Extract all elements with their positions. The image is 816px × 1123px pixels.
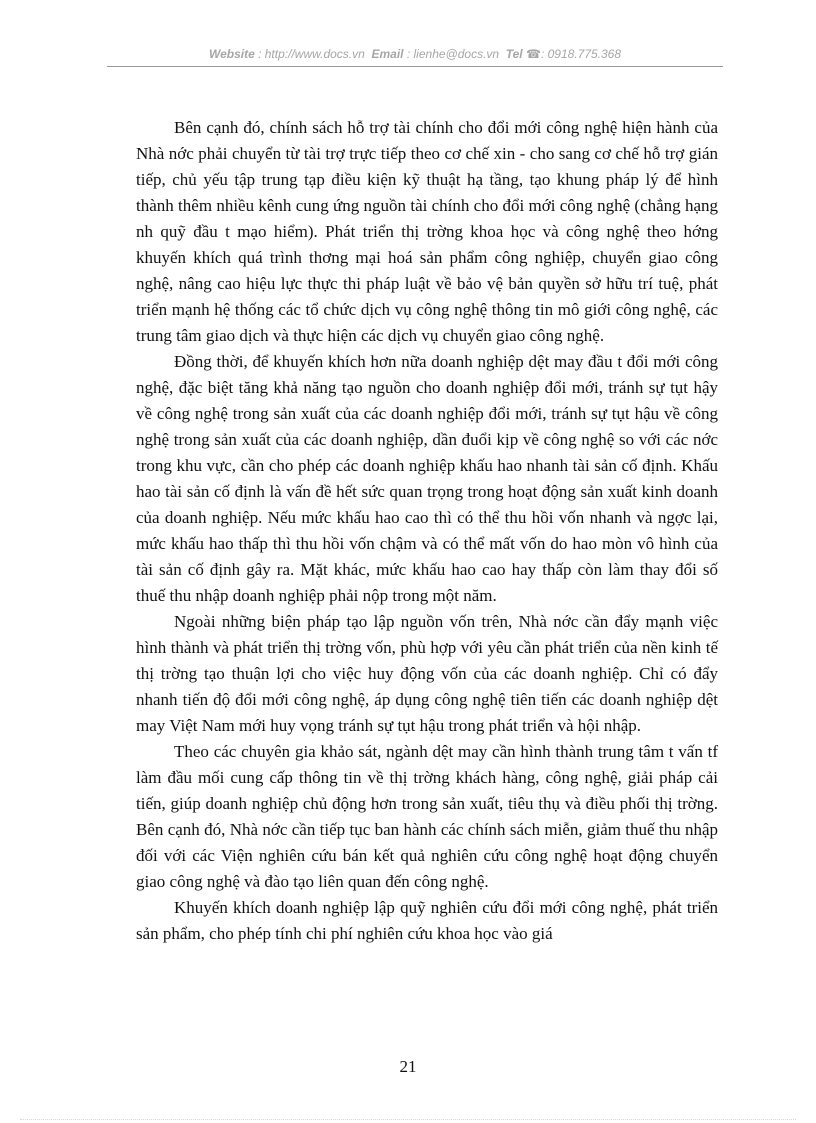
footer-divider [20, 1119, 796, 1120]
website-label: Website [208, 47, 255, 61]
paragraph-4: Theo các chuyên gia khảo sát, ngành dệt may cần hình thành trung tâm t vấn tf làm đầu mối cung cấp thông tin về thị trờng khách hàng, công nghệ, giải pháp cải tiến, giúp doanh nghiệp chủ động hơn trong sản xuất, tiêu thụ và điều phối thị trờng. Bên cạnh đó, Nhà nớc cần tiếp tục ban hành các chính sách miễn, giảm thuế thu nhập đối với các Viện nghiên cứu bán kết quả nghiên cứu công nghệ hoạt động chuyển giao công nghệ và đào tạo liên quan đến công nghệ. [136, 742, 718, 891]
paragraph-2: Đồng thời, để khuyến khích hơn nữa doanh nghiệp dệt may đầu t đổi mới công nghệ, đặc biệt tăng khả năng tạo nguồn cho doanh nghiệp đổi mới, tránh sự tụt hậy về công nghệ trong sản xuất của các doanh nghiệp đổi mới, tránh sự tụt hậu về công nghệ trong sản xuất của các doanh nghiệp, dần đuổi kịp về công nghệ so với các nớc trong khu vực, cần cho phép các doanh nghiệp khấu hao nhanh tài sản cố định. Khấu hao tài sản cố định là vấn đề hết sức quan trọng trong hoạt động sản xuất kinh doanh của doanh nghiệp. Nếu mức khấu hao cao thì có thể thu hồi vốn nhanh và ngợc lại, mức khấu hao thấp thì thu hồi vốn chậm và có thể mất vốn do hao mòn vô hình của tài sản cố định gây ra. Mặt khác, mức khấu hao cao hay thấp còn làm thay đổi số thuế thu nhập doanh nghiệp phải nộp trong một năm. [136, 352, 718, 605]
phone-icon: ☎ [526, 47, 541, 61]
tel-label: Tel [505, 47, 523, 61]
page-number: 21 [399, 1057, 417, 1076]
paragraph-3: Ngoài những biện pháp tạo lập nguồn vốn trên, Nhà nớc cần đẩy mạnh việc hình thành và phát triển thị trờng vốn, phù hợp với yêu cần phát triển của nền kinh tế thị trờng tạo thuận lợi cho việc huy động vốn của các doanh nghiệp. Chỉ có đẩy nhanh tiến độ đổi mới công nghệ, áp dụng công nghệ tiên tiến các doanh nghiệp dệt may Việt Nam mới huy vọng tránh sự tụt hậu trong phát triển và hội nhập. [136, 612, 718, 735]
paragraph-5: Khuyến khích doanh nghiệp lập quỹ nghiên cứu đổi mới công nghệ, phát triển sản phẩm, cho phép tính chi phí nghiên cứu khoa học vào giá [136, 898, 718, 943]
tel-value: : 0918.775.368 [540, 47, 622, 61]
document-body [136, 115, 718, 947]
website-value: : http://www.docs.vn [258, 47, 365, 61]
paragraph-1: Bên cạnh đó, chính sách hỗ trợ tài chính cho đổi mới công nghệ hiện hành của Nhà nớc phải chuyển từ tài trợ trực tiếp theo cơ chế xin - cho sang cơ chế hỗ trợ gián tiếp, chủ yếu tập trung tạp điều kiện kỹ thuật hạ tầng, tạo khung pháp lý để hình thành thêm nhiều kênh cung ứng nguồn tài chính cho đổi mới công nghệ (chẳng hạng nh quỹ đầu t mạo hiểm). Phát triển thị trờng khoa học và công nghệ theo hớng khuyến khích quá trình thơng mại hoá sản phẩm công nghiệp, chuyển giao công nghệ, nâng cao hiệu lực thực thi pháp luật về bảo vệ bản quyền sở hữu trí tuệ, phát triển mạnh hệ thống các tổ chức dịch vụ công nghệ thông tin mô giới công nghệ, các trung tâm giao dịch và thực hiện các dịch vụ chuyển giao công nghệ. [136, 118, 718, 345]
email-label: Email [371, 47, 404, 61]
email-value: : lienhe@docs.vn [406, 47, 500, 61]
header-divider [107, 66, 723, 67]
page-header [107, 47, 723, 61]
